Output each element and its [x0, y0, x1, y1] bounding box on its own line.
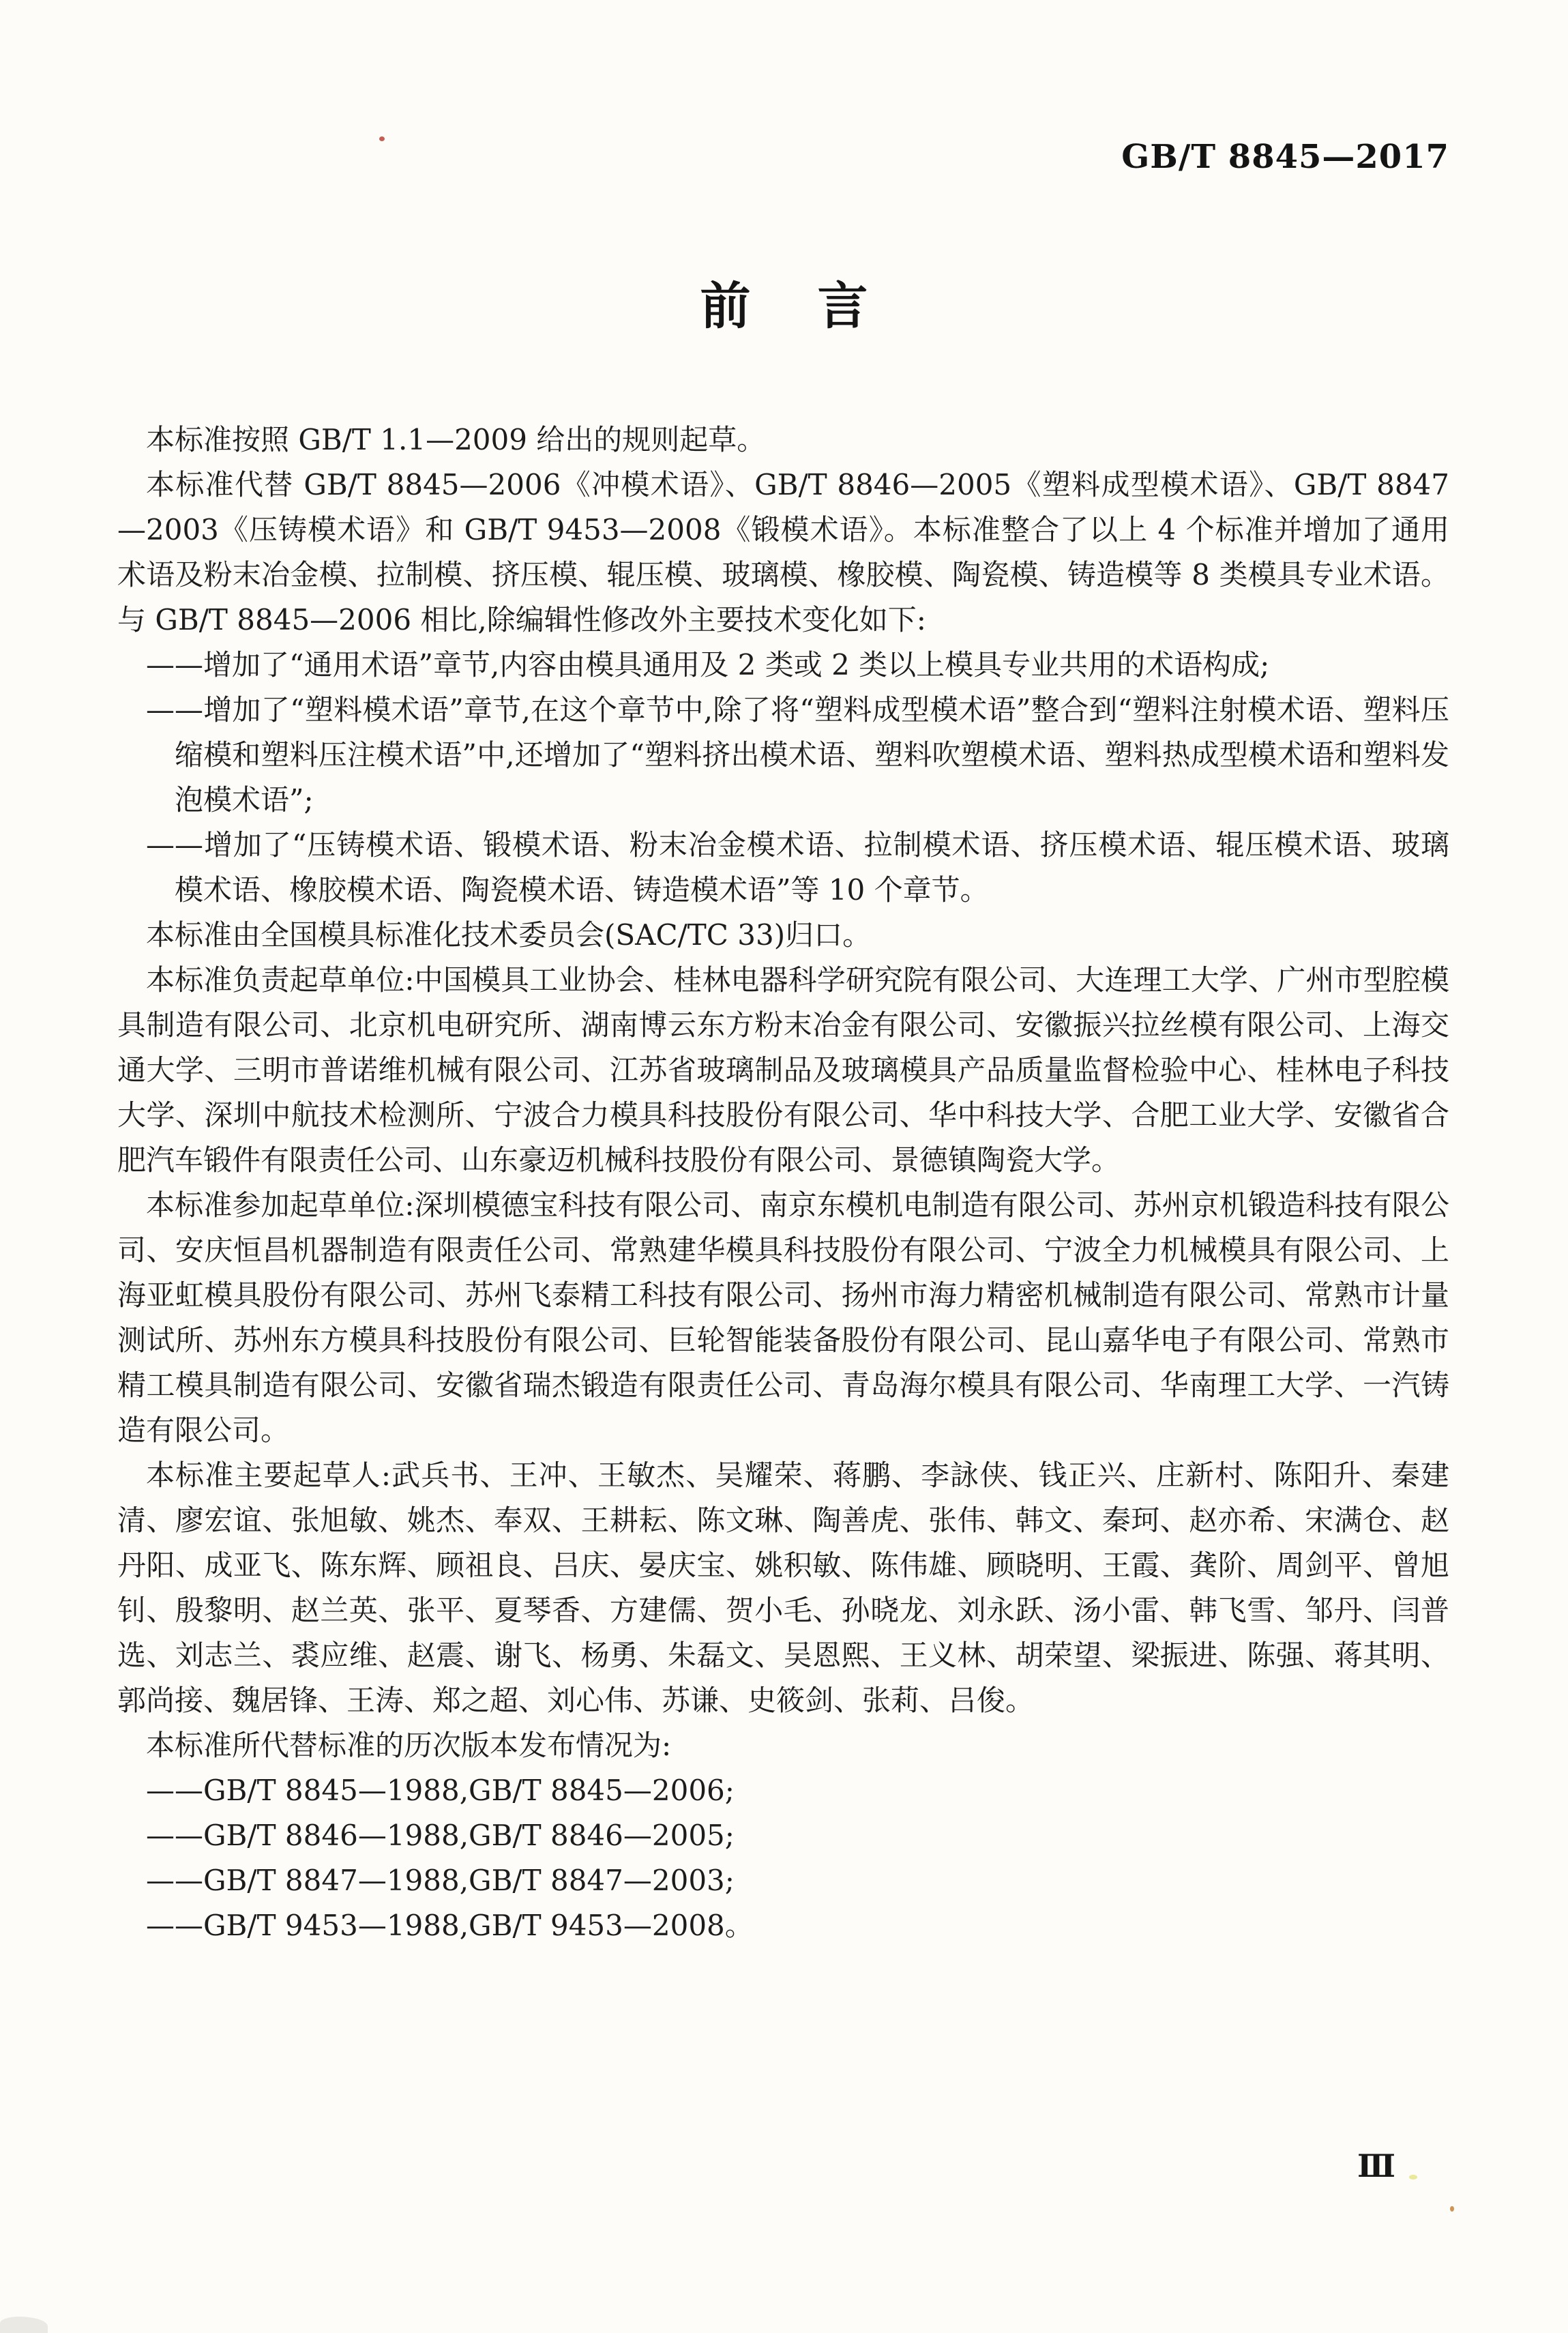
foreword-title-char-1: 前	[700, 277, 751, 336]
list-item-change-added-chapters: ——增加了“压铸模术语、锻模术语、粉末冶金模术语、拉制模术语、挤压模术语、辊压模术语、玻璃模术语、橡胶模术语、陶瓷模术语、铸造模术语”等 10 个章节。	[146, 828, 1449, 907]
paragraph-previous-editions-intro: 本标准所代替标准的历次版本发布情况为:	[146, 1729, 672, 1762]
list-item-change-plastic-mould-terms: ——增加了“塑料模术语”章节,在这个章节中,除了将“塑料成型模术语”整合到“塑料注射模术语、塑料压缩模和塑料压注模术语”中,还增加了“塑料挤出模术语、塑料吹塑模术语、塑料热成型模术语和塑料发泡模术语”;	[146, 693, 1449, 817]
scan-speck	[1450, 2206, 1454, 2212]
page-number: Ⅲ	[1357, 2147, 1396, 2184]
paragraph-participating-drafting-organizations: 本标准参加起草单位:深圳模德宝科技有限公司、南京东模机电制造有限公司、苏州京机锻造科技有限公司、安庆恒昌机器制造有限责任公司、常熟建华模具科技股份有限公司、宁波全力机械模具有限公司、上海亚虹模具股份有限公司、苏州飞泰精工科技有限公司、扬州市海力精密机械制造有限公司、常熟市计量测试所、苏州东方模具科技股份有限公司、巨轮智能装备股份有限公司、昆山嘉华电子有限公司、常熟市精工模具制造有限公司、安徽省瑞杰锻造有限责任公司、青岛海尔模具有限公司、华南理工大学、一汽铸造有限公司。	[117, 1188, 1449, 1447]
standard-number: GB/T 8845—2017	[1121, 138, 1449, 176]
list-item-edition-gbt-8845: ——GB/T 8845—1988,GB/T 8845—2006;	[146, 1774, 735, 1807]
scan-speck	[379, 136, 385, 141]
paragraph-responsible-drafting-organizations: 本标准负责起草单位:中国模具工业协会、桂林电器科学研究院有限公司、大连理工大学、广州市型腔模具制造有限公司、北京机电研究所、湖南博云东方粉末冶金有限公司、安徽振兴拉丝模有限公司、上海交通大学、三明市普诺维机械有限公司、江苏省玻璃制品及玻璃模具产品质量监督检验中心、桂林电子科技大学、深圳中航技术检测所、宁波合力模具科技股份有限公司、华中科技大学、合肥工业大学、安徽省合肥汽车锻件有限责任公司、山东豪迈机械科技股份有限公司、景德镇陶瓷大学。	[117, 963, 1449, 1177]
paragraph-technical-committee: 本标准由全国模具标准化技术委员会(SAC/TC 33)归口。	[146, 918, 872, 952]
list-item-change-general-terms: ——增加了“通用术语”章节,内容由模具通用及 2 类或 2 类以上模具专业共用的术语构成;	[146, 648, 1270, 681]
page-header	[0, 138, 1449, 176]
list-item-edition-gbt-9453: ——GB/T 9453—1988,GB/T 9453—2008。	[146, 1909, 754, 1942]
paragraph-main-drafters: 本标准主要起草人:武兵书、王冲、王敏杰、吴耀荣、蒋鹏、李詠侠、钱正兴、庄新村、陈阳升、秦建清、廖宏谊、张旭敏、姚杰、奉双、王耕耘、陈文琳、陶善虎、张伟、韩文、秦珂、赵亦希、宋满仓、赵丹阳、成亚飞、陈东辉、顾祖良、吕庆、晏庆宝、姚积敏、陈伟雄、顾晓明、王霞、龚阶、周剑平、曾旭钊、殷黎明、赵兰英、张平、夏琴香、方建儒、贺小毛、孙晓龙、刘永跃、汤小雷、韩飞雪、邹丹、闫普选、刘志兰、裘应维、赵震、谢飞、杨勇、朱磊文、吴恩熙、王义林、胡荣望、梁振进、陈强、蒋其明、郭尚接、魏居锋、王涛、郑之超、刘心伟、苏谦、史筱剑、张莉、吕俊。	[117, 1458, 1449, 1717]
foreword-title-char-2: 言	[817, 277, 868, 336]
list-item-edition-gbt-8846: ——GB/T 8846—1988,GB/T 8846—2005;	[146, 1819, 735, 1852]
list-item-edition-gbt-8847: ——GB/T 8847—1988,GB/T 8847—2003;	[146, 1864, 735, 1897]
foreword-title	[0, 277, 1568, 336]
scan-smudge	[0, 2317, 48, 2333]
scan-speck	[1409, 2175, 1417, 2180]
paragraph-drafting-rules: 本标准按照 GB/T 1.1—2009 给出的规则起草。	[146, 423, 766, 456]
foreword-body	[117, 417, 1449, 1948]
paragraph-replaced-standards: 本标准代替 GB/T 8845—2006《冲模术语》、GB/T 8846—2005《塑料成型模术语》、GB/T 8847—2003《压铸模术语》和 GB/T 9453—2008《锻模术语》。本标准整合了以上 4 个标准并增加了通用术语及粉末冶金模、拉制模、挤压模、辊压模、玻璃模、橡胶模、陶瓷模、铸造模等 8 类模具专业术语。与 GB/T 8845—2006 相比,除编辑性修改外主要技术变化如下:	[117, 468, 1449, 636]
